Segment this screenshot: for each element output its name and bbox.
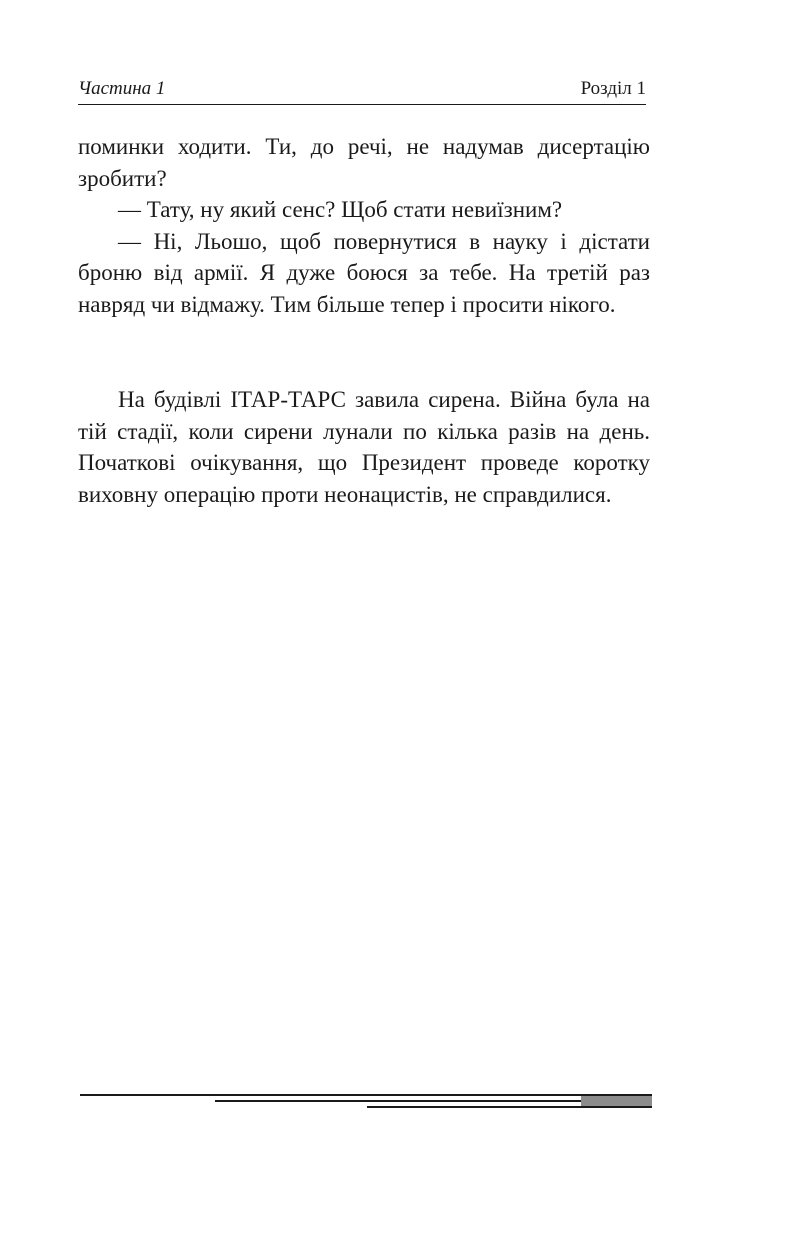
paragraph: поминки ходити. Ти, до речі, не надумав дисертацію зробити?: [78, 134, 650, 191]
text-block-narrative: [78, 384, 650, 510]
chapter-label: Розділ 1: [580, 78, 646, 99]
footer-rule-bottom: [367, 1106, 652, 1108]
text-block-dialogue: [78, 131, 650, 321]
footer-rule-top: [80, 1094, 652, 1096]
footer-gray-bar: [581, 1096, 652, 1106]
paragraph: — Ні, Льошо, щоб повернутися в науку і дістати броню від армії. Я дуже боюся за тебе. На третій раз навряд чи відмажу. Тим більше тепер і просити нікого.: [78, 228, 650, 317]
part-label: Частина 1: [78, 78, 166, 99]
paragraph: На будівлі ІТАР-ТАРС завила сирена. Війна була на тій стадії, коли сирени лунали по кілька разів на день. Початкові очікування, що Президент проведе коротку виховну операцію проти неонацистів, не справдилися.: [78, 387, 650, 507]
paragraph: — Тату, ну який сенс? Щоб стати невиїзним?: [118, 197, 563, 223]
running-header: [78, 76, 646, 105]
